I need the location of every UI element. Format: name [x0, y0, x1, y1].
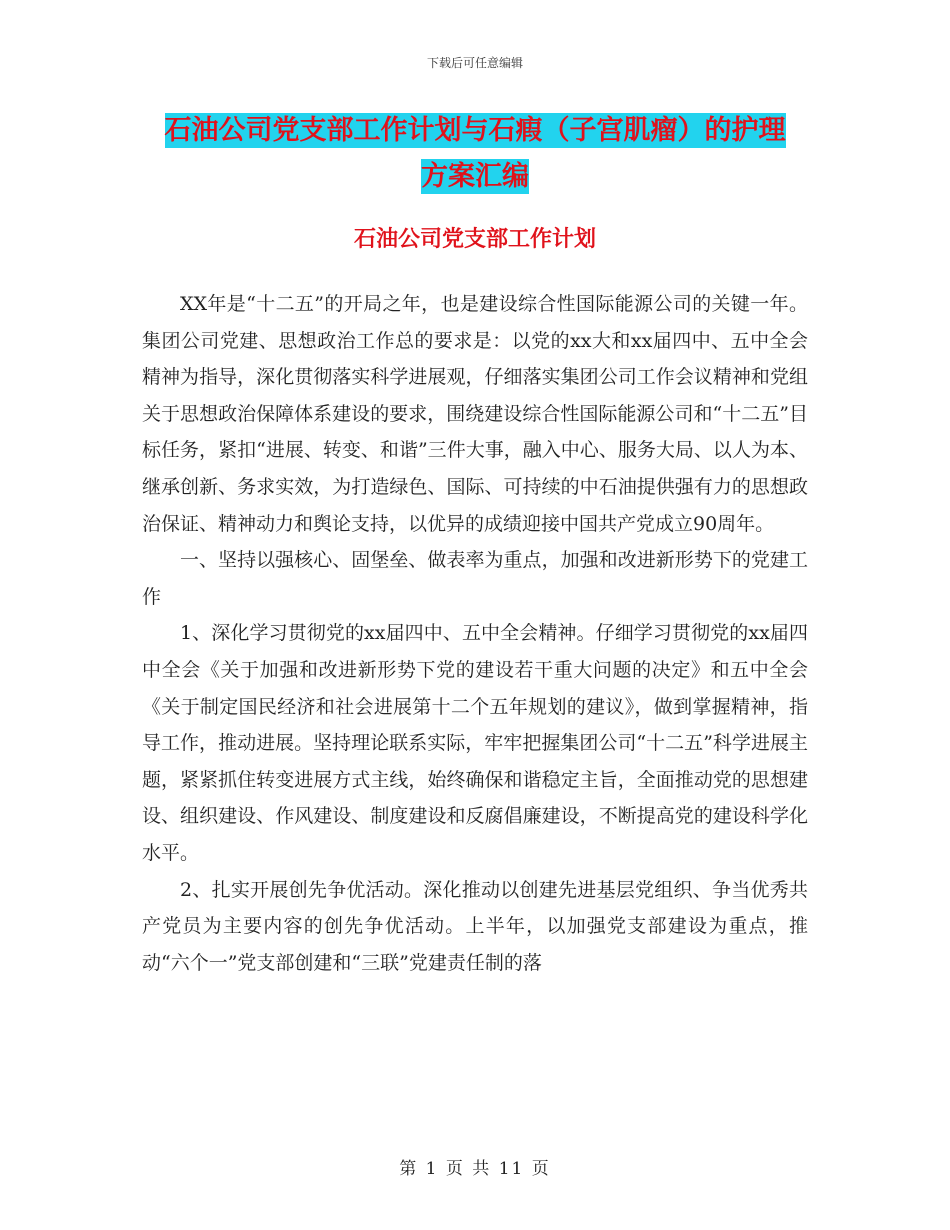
- paragraph: 一、坚持以强核心、固堡垒、做表率为重点，加强和改进新形势下的党建工作: [142, 549, 808, 608]
- paragraph: 1、深化学习贯彻党的xx届四中、五中全会精神。仔细学习贯彻党的xx届四中全会《关于加强和改进新形势下党的建设若干重大问题的决定》和五中全会《关于制定国民经济和社会进展第十二个五年规划的建议》，做到掌握精神，指导工作，推动进展。坚持理论联系实际，牢牢把握集团公司“十二五”科学进展主题，紧紧抓住转变进展方式主线，始终确保和谐稳定主旨，全面推动党的思想建设、组织建设、作风建设、制度建设和反腐倡廉建设，不断提高党的建设科学化水平。: [142, 622, 808, 864]
- document-body: [142, 286, 808, 981]
- paragraph: XX年是“十二五”的开局之年，也是建设综合性国际能源公司的关键一年。集团公司党建、思想政治工作总的要求是：以党的xx大和xx届四中、五中全会精神为指导，深化贯彻落实科学进展观，仔细落实集团公司工作会议精神和党组关于思想政治保障体系建设的要求，围绕建设综合性国际能源公司和“十二五”目标任务，紧扣“进展、转变、和谐”三件大事，融入中心、服务大局、以人为本、继承创新、务求实效，为打造绿色、国际、可持续的中石油提供强有力的思想政治保证、精神动力和舆论支持，以优异的成绩迎接中国共产党成立90周年。: [142, 293, 808, 535]
- document-title: [150, 108, 800, 200]
- section-title: 石油公司党支部工作计划: [353, 226, 596, 252]
- page-number-footer: 第 1 页 共 11 页: [399, 1159, 551, 1179]
- document-title-line-2: 方案汇编: [421, 161, 529, 192]
- document-title-line-1: 石油公司党支部工作计划与石瘕（子宫肌瘤）的护理: [164, 115, 786, 146]
- header-note: 下载后可任意编辑: [426, 56, 523, 70]
- paragraph: 2、扎实开展创先争优活动。深化推动以创建先进基层党组织、争当优秀共产党员为主要内容的创先争优活动。上半年，以加强党支部建设为重点，推动“六个一”党支部创建和“三联”党建责任制的落: [142, 878, 808, 974]
